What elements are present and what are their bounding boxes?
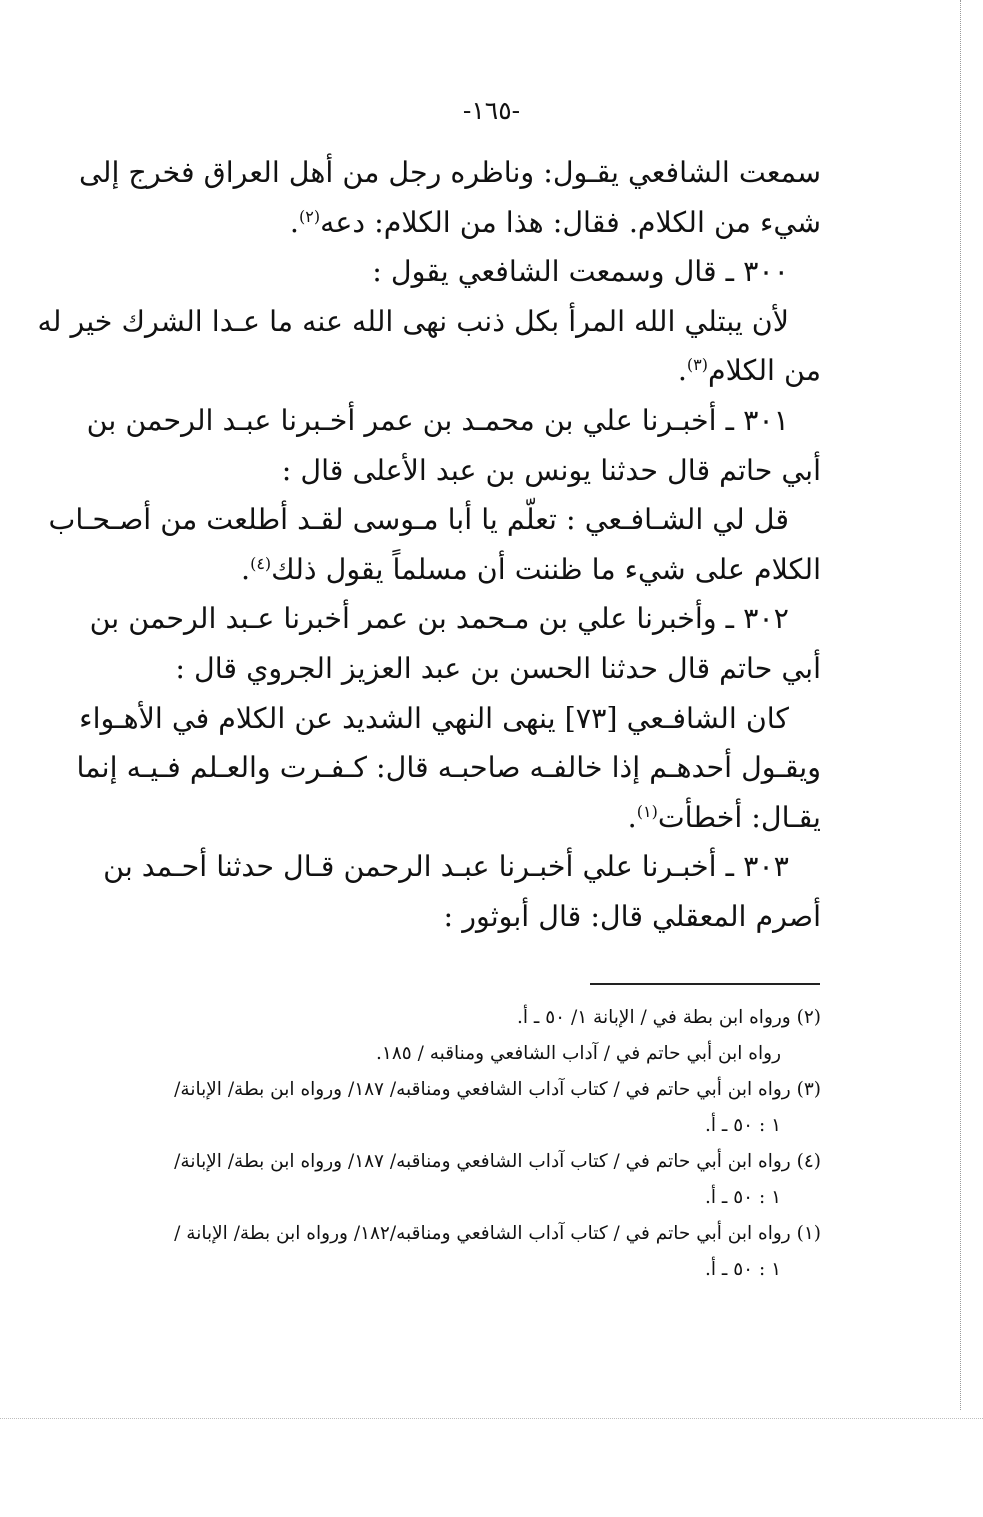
scan-bottom-line [0,1418,983,1419]
text-line [157,545,821,595]
text-line-content: قل لي الشـافـعي : تعلّم يا أبا مـوسى لقـد أطلعت من أصـحـاب [48,503,789,537]
text-line-content: الكلام على شيء ما ظننت أن مسلماً يقول ذلك [271,552,821,586]
text-line-content: ويقـول أحدهـم إذا خالفـه صاحبـه قال: كـفـرت والعـلم فـيـه إنما [76,751,821,785]
text-line [157,446,821,496]
text-line [86,396,821,446]
footnote-line: رواه ابن أبي حاتم في / آداب الشافعي ومناقبه / ١٨٥. [376,1043,781,1064]
footnote-line: ١ : ٥٠ ـ أ. [704,1259,781,1280]
text-line [157,346,821,396]
text-line [89,594,821,644]
footnote-marker: (١) [636,801,658,821]
text-line [157,247,821,297]
text-line [157,644,821,694]
footnotes [157,1000,821,1288]
text-line-content: شيء من الكلام. فقال: هذا من الكلام: دعه [320,205,821,239]
text-line-end: . [627,800,637,834]
footnote-marker: (٢) [298,206,321,226]
footnote-separator [590,983,820,985]
text-line-end: . [677,354,687,388]
footnote-line: (٢) ورواه ابن بطة في / الإبانة ١/ ٥٠ ـ أ. [517,1007,821,1028]
text-line [37,297,821,347]
text-line-content: سمعت الشافعي يقـول: وناظره رجل من أهل العراق فخرج إلى [79,156,821,189]
text-line-content: أبي حاتم قال حدثنا يونس بن عبد الأعلى قال : [281,453,821,487]
text-line [157,198,821,248]
text-line-content: ٣٠٢ ـ وأخبرنا علي بن مـحمد بن عمر أخبرنا عـبد الرحمن بن [89,602,789,636]
text-line-end: . [289,205,299,239]
text-line [157,892,821,942]
footnote-line: (٤) رواه ابن أبي حاتم في / كتاب آداب الشافعي ومناقبه/ ١٨٧/ ورواه ابن بطة/ الإبانة/ [174,1151,821,1172]
scan-edge-line [960,0,961,1410]
text-line-content: كان الشافـعي [٧٣] ينهى النهي الشديد عن الكلام في الأهـواء [79,701,789,735]
text-line [79,694,821,744]
text-line-content: ٣٠٣ ـ أخبـرنا علي أخبـرنا عبـد الرحمن قـال حدثنا أحـمد بن [103,850,789,884]
text-line [103,842,821,892]
text-line-content: أبي حاتم قال حدثنا الحسن بن عبد العزيز الجروي قال : [175,651,821,685]
text-line-content: من الكلام [707,354,821,388]
footnote-marker: (٣) [686,355,708,375]
text-line-content: أصرم المعقلي قال: قال أبوثور : [443,899,821,933]
footnote-line: ١ : ٥٠ ـ أ. [704,1115,781,1136]
text-line [48,495,821,545]
text-line-content: يقـال: أخطأت [657,800,821,834]
text-line-content: ٣٠١ ـ أخبـرنا علي بن محمـد بن عمر أخـبرنا عبـد الرحمن بن [86,403,789,437]
text-line-end: . [241,552,251,586]
text-line-content: ٣٠٠ ـ قال وسمعت الشافعي يقول : [372,255,789,289]
footnote-marker: (٤) [250,553,272,573]
footnote-line: (٣) رواه ابن أبي حاتم في / كتاب آداب الشافعي ومناقبه/ ١٨٧/ ورواه ابن بطة/ الإبانة/ [174,1079,821,1100]
page-number: -١٦٥- [462,96,521,125]
footnote-line: (١) رواه ابن أبي حاتم في / كتاب آداب الشافعي ومناقبه/١٨٢/ ورواه ابن بطة/ الإبانة / [174,1223,821,1244]
main-text [37,148,821,942]
text-line-content: لأن يبتلي الله المرأ بكل ذنب نهى الله عنه ما عـدا الشرك خير له [37,304,789,338]
footnote-line: ١ : ٥٠ ـ أ. [704,1187,781,1208]
text-line [79,148,821,198]
text-line [157,793,821,843]
text-line [76,743,821,793]
